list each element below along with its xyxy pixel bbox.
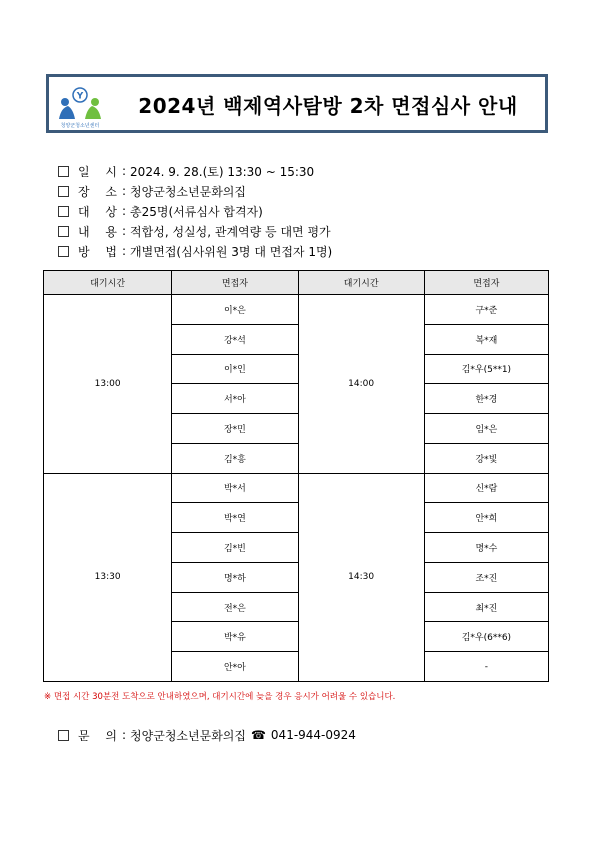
interviewee-cell: 구*준 [424, 295, 548, 325]
table-row [44, 295, 549, 325]
table-row [44, 473, 549, 503]
interviewee-cell: 복*재 [424, 324, 548, 354]
wait-time-cell: 14:30 [298, 473, 424, 681]
info-value: 적합성, 성실성, 관계역량 등 대면 평가 [130, 224, 331, 239]
info-label: 내 용 [78, 224, 123, 239]
title-box [46, 74, 548, 133]
interviewee-cell: 강*석 [172, 324, 298, 354]
checkbox-square-icon [58, 730, 69, 741]
info-item-target: 대 상 : 총25명(서류심사 합격자) [58, 201, 538, 221]
phone-icon: ☎ [250, 728, 266, 742]
contact-org: 청양군청소년문화의집 [130, 728, 246, 743]
interviewee-cell: 박*유 [172, 622, 298, 652]
logo-letter: Y [76, 91, 84, 102]
info-value: 총25명(서류심사 합격자) [130, 204, 263, 219]
checkbox-square-icon [58, 166, 69, 177]
info-label: 방 법 [78, 244, 123, 259]
info-item-date: 일 시 : 2024. 9. 28.(토) 13:30 ~ 15:30 [58, 161, 538, 181]
interviewee-cell: 임*은 [424, 414, 548, 444]
checkbox-square-icon [58, 226, 69, 237]
info-value: 청양군청소년문화의집 [130, 184, 246, 199]
youth-center-logo-icon [56, 81, 104, 129]
interviewee-cell: 최*진 [424, 592, 548, 622]
info-label: 장 소 [78, 184, 123, 199]
info-label: 일 시 [78, 164, 123, 179]
info-item-place: 장 소 : 청양군청소년문화의집 [58, 181, 538, 201]
arrival-notice: ※ 면접 시간 30분전 도착으로 안내하였으며, 대기시간에 늦을 경우 응시가 어려울 수 있습니다. [44, 692, 396, 702]
wait-time-cell: 13:00 [44, 295, 172, 474]
info-item-content: 내 용 : 적합성, 성실성, 관계역량 등 대면 평가 [58, 221, 538, 241]
interviewee-cell: 박*연 [172, 503, 298, 533]
table-header-row [44, 271, 549, 295]
contact-phone: 041-944-0924 [270, 728, 356, 742]
contact-label: 문 의 [78, 728, 123, 743]
wait-time-cell: 14:00 [298, 295, 424, 474]
checkbox-square-icon [58, 246, 69, 257]
interviewee-cell: 박*서 [172, 473, 298, 503]
interviewee-cell: 신*람 [424, 473, 548, 503]
logo-caption: 청양군청소년센터 [60, 123, 100, 129]
checkbox-square-icon [58, 206, 69, 217]
checkbox-square-icon [58, 186, 69, 197]
interviewee-cell: 안*희 [424, 503, 548, 533]
interviewee-cell: 김*빈 [172, 533, 298, 563]
interviewee-cell: 김*우(5**1) [424, 354, 548, 384]
interviewee-cell: 명*수 [424, 533, 548, 563]
interviewee-cell: 김*우(6**6) [424, 622, 548, 652]
header-wait-time: 대기시간 [298, 271, 424, 295]
interviewee-cell: 명*하 [172, 562, 298, 592]
contact-row: 문 의 : 청양군청소년문화의집 ☎ 041-944-0924 [58, 725, 356, 745]
interviewee-cell: 한*경 [424, 384, 548, 414]
info-label: 대 상 [78, 204, 123, 219]
info-value: 개별면접(심사위원 3명 대 면접자 1명) [130, 244, 333, 259]
interviewee-cell: 안*아 [172, 652, 298, 682]
info-item-method: 방 법 : 개별면접(심사위원 3명 대 면접자 1명) [58, 241, 538, 261]
header-interviewee: 면접자 [424, 271, 548, 295]
schedule-table [43, 270, 549, 682]
interviewee-cell: 이*인 [172, 354, 298, 384]
interviewee-cell: 서*아 [172, 384, 298, 414]
interviewee-cell: 강*빛 [424, 443, 548, 473]
interviewee-cell: 장*민 [172, 414, 298, 444]
interviewee-cell: 전*은 [172, 592, 298, 622]
header-wait-time: 대기시간 [44, 271, 172, 295]
info-list [58, 161, 538, 261]
wait-time-cell: 13:30 [44, 473, 172, 681]
interviewee-cell: 김*흥 [172, 443, 298, 473]
info-value: 2024. 9. 28.(토) 13:30 ~ 15:30 [130, 164, 315, 179]
header-interviewee: 면접자 [172, 271, 298, 295]
interviewee-cell: - [424, 652, 548, 682]
interviewee-cell: 조*진 [424, 562, 548, 592]
interviewee-cell: 이*은 [172, 295, 298, 325]
page-title: 2024년 백제역사탐방 2차 면접심사 안내 [138, 94, 518, 118]
